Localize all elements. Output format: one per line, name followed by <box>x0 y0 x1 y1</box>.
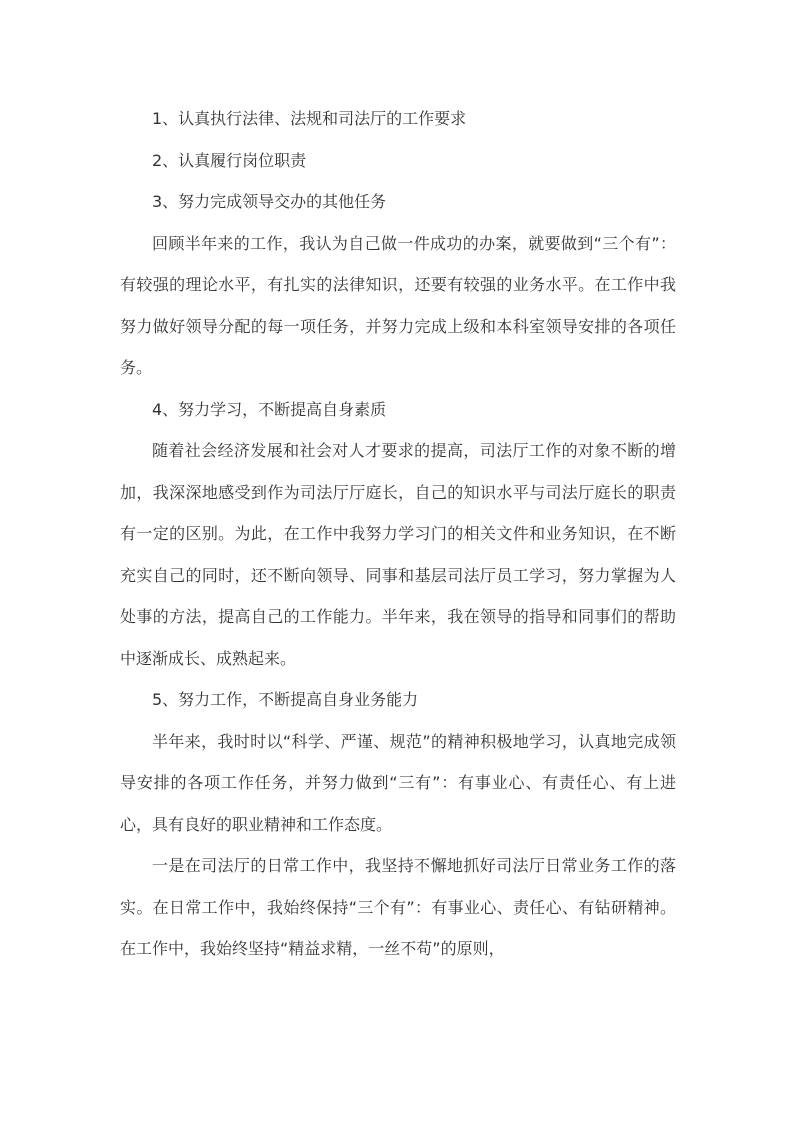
paragraph-work-attitude: 半年来，我时时以“科学、严谨、规范”的精神积极地学习，认真地完成领导安排的各项工作任务，并努力做到“三有”：有事业心、有责任心、有上进心，具有良好的职业精神和工作态度。 <box>120 731 676 834</box>
paragraph-review: 回顾半年来的工作，我认为自己做一件成功的办案，就要做到“三个有”：有较强的理论水平，有扎实的法律知识，还要有较强的业务水平。在工作中我努力做好领导分配的每一项任务，并努力完成上级和本科室领导安排的各项任务。 <box>120 233 676 377</box>
paragraph-item-2: 2、认真履行岗位职责 <box>152 150 307 170</box>
paragraph-item-1: 1、认真执行法律、法规和司法厅的工作要求 <box>152 109 467 128</box>
paragraph-item-4: 4、努力学习，不断提高自身素质 <box>152 399 387 419</box>
paragraph-item-5: 5、努力工作，不断提高自身业务能力 <box>152 690 419 709</box>
document-body <box>120 98 676 970</box>
paragraph-item-3: 3、努力完成领导交办的其他任务 <box>152 192 387 211</box>
paragraph-daily-work: 一是在司法厅的日常工作中，我坚持不懈地抓好司法厅日常业务工作的落实。在日常工作中，我始终保持“三个有”：有事业心、责任心、有钻研精神。在工作中，我始终坚持“精益求精，一丝不苟”的原则， <box>120 856 676 958</box>
paragraph-learning: 随着社会经济发展和社会对人才要求的提高，司法厅工作的对象不断的增加，我深深地感受到作为司法厅厅庭长，自己的知识水平与司法厅庭长的职责有一定的区别。为此，在工作中我努力学习门的相关文件和业务知识，在不断充实自己的同时，还不断向领导、同事和基层司法厅员工学习，努力掌握为人处事的方法，提高自己的工作能力。半年来，我在领导的指导和同事们的帮助中逐渐成长、成熟起来。 <box>120 441 676 668</box>
